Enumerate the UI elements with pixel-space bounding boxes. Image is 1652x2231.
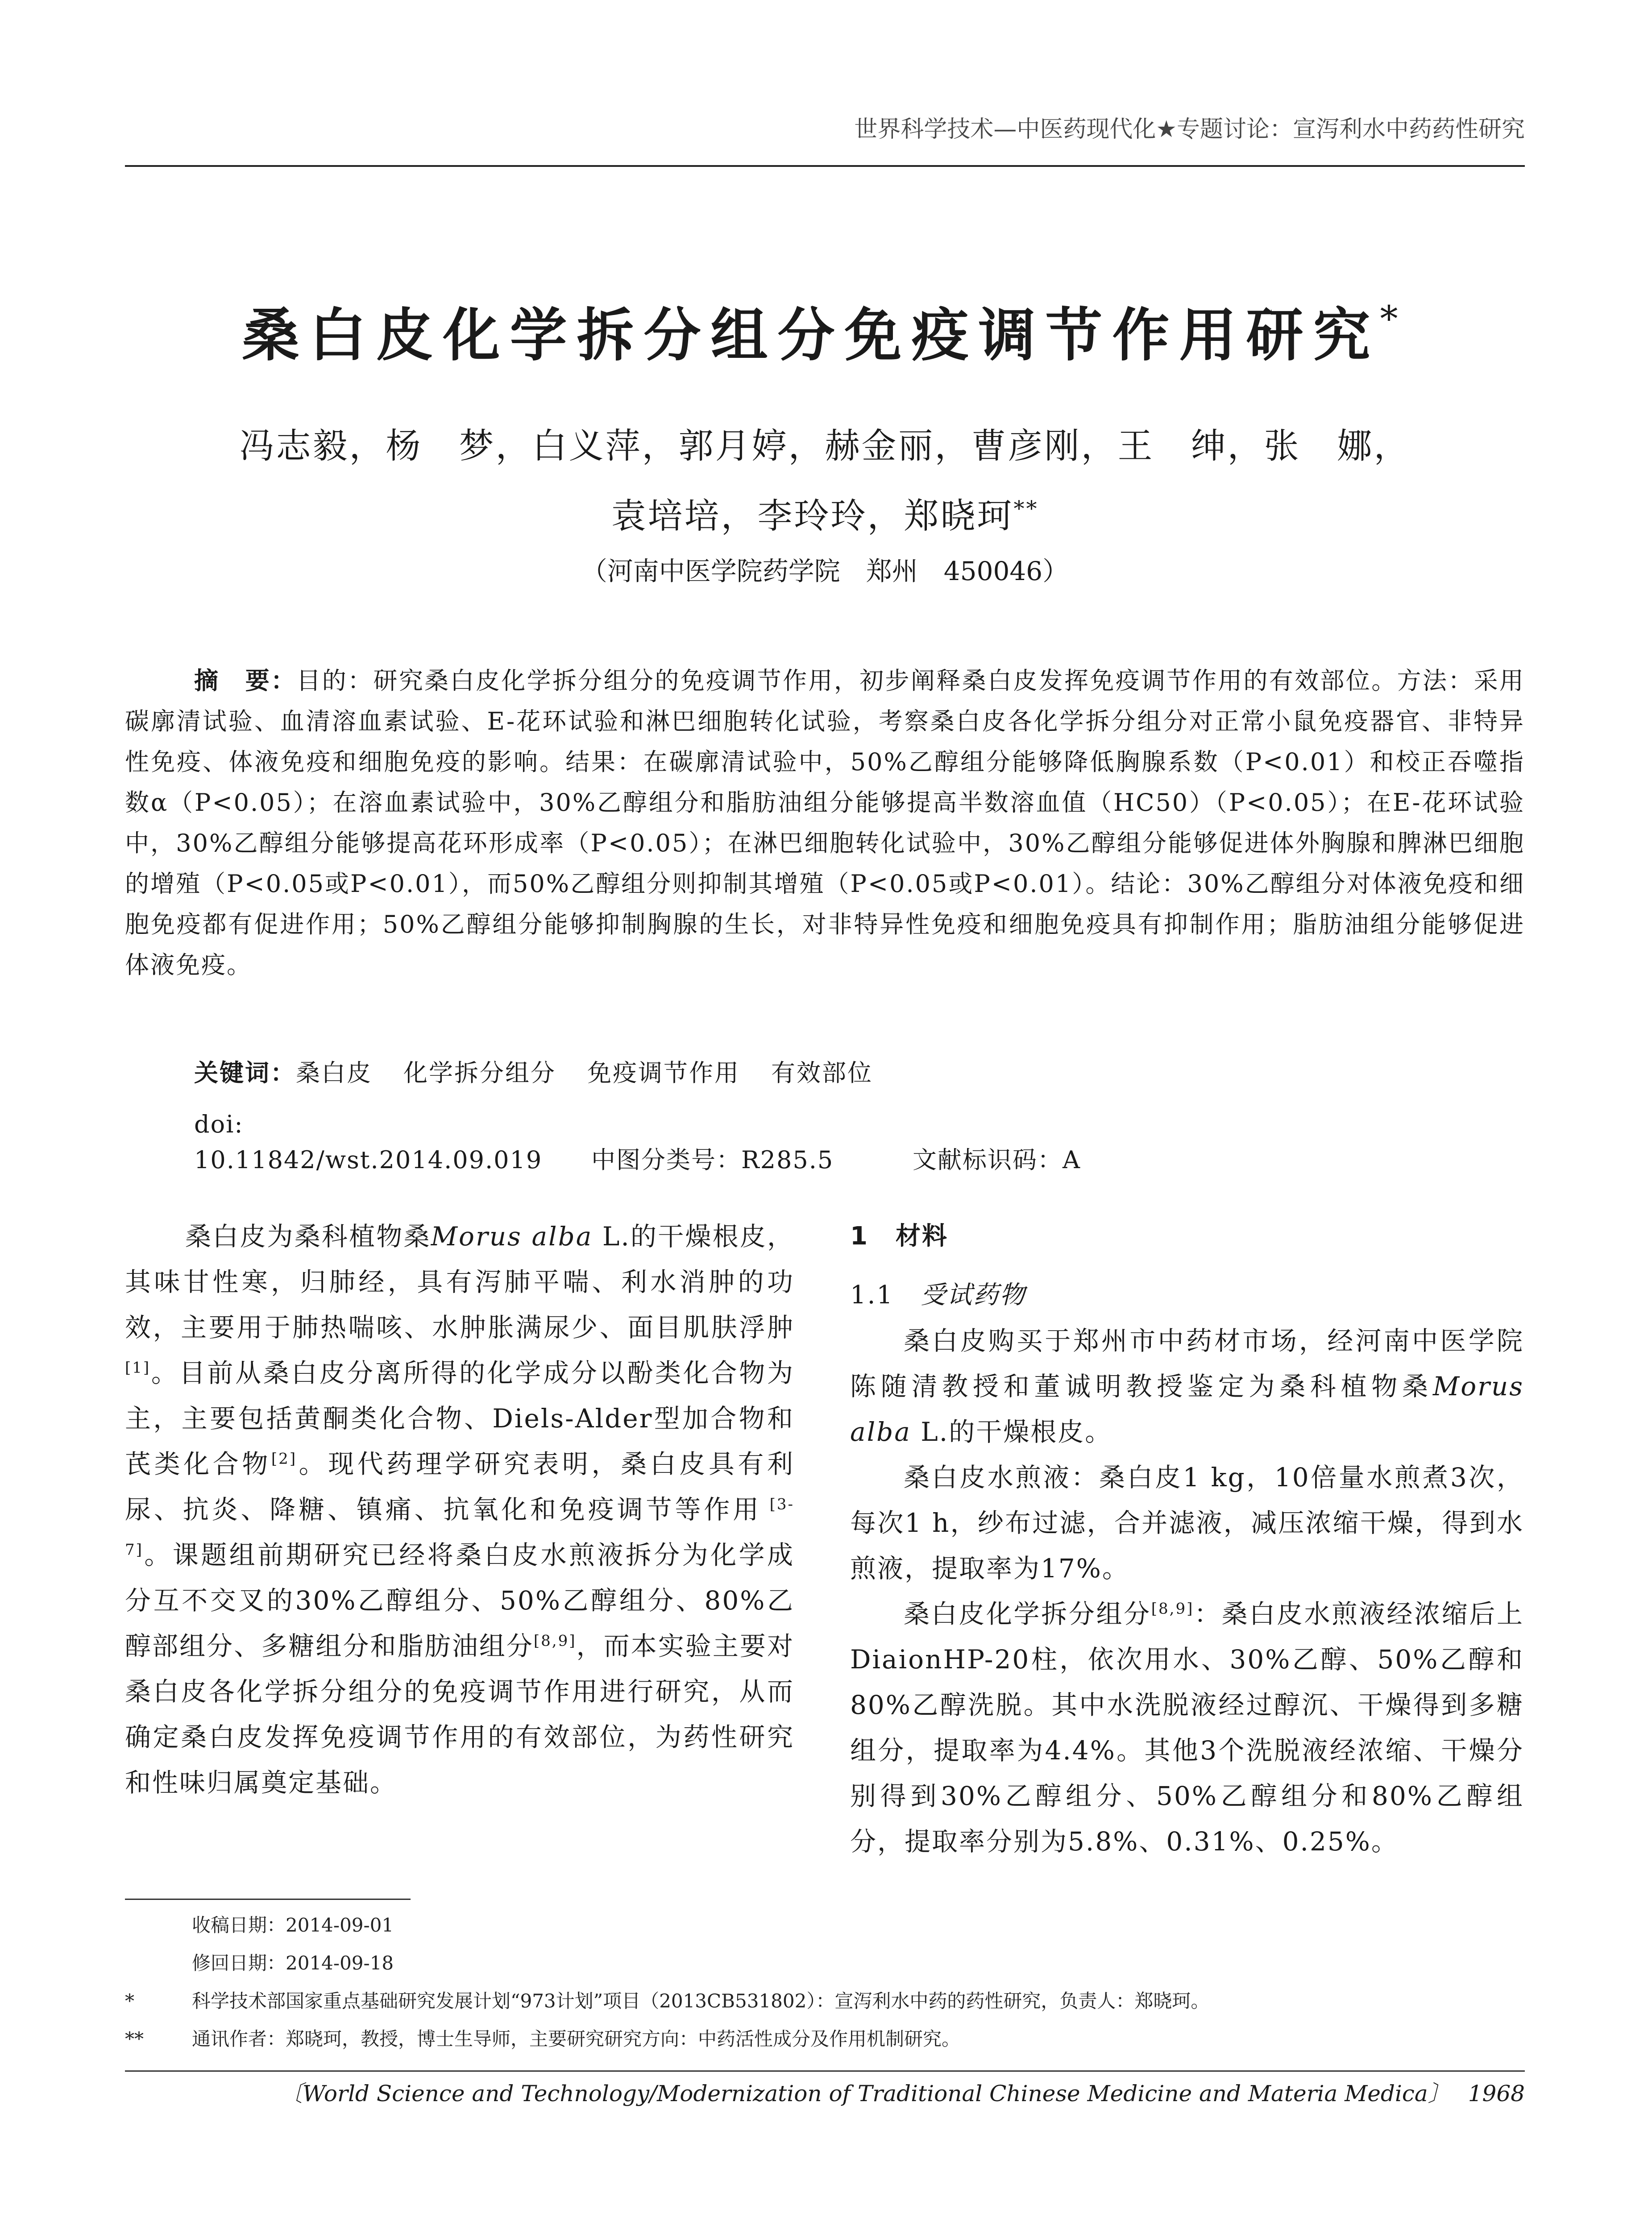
authors-line-1: 冯志毅，杨 梦，白义萍，郭月婷，赫金丽，曹彦刚，王 绅，张 娜， [239,426,1411,466]
subsection-heading [850,1273,1524,1318]
doi: doi: 10.11842/wst.2014.09.019 [194,1110,543,1174]
intro-column [125,1214,794,1805]
running-title: 世界科学技术—中医药现代化★专题讨论：宣泻利水中药药性研究 [854,116,1525,143]
clc-number: 中图分类号：R285.5 [591,1146,834,1174]
citation: [3-7] [125,1495,794,1559]
intro-text: 。课题组前期研究已经将桑白皮水煎液拆分为化学成分互不交叉的30%乙醇组分、50%乙醇组分、80%乙醇部组分、多糖组分和脂肪油组分 [125,1540,794,1661]
materials-paragraph: 桑白皮水煎液：桑白皮1 kg，10倍量水煎煮3次，每次1 h，纱布过滤，合并滤液，减压浓缩干燥，得到水煎液，提取率为17%。 [850,1462,1524,1584]
keywords-label: 关键词： [194,1059,296,1087]
footnote-corresponding [125,2026,1525,2053]
corresponding-footnote-mark: ** [125,2028,144,2050]
citation: [8,9] [1151,1600,1194,1618]
running-header [125,116,1525,167]
author-list [125,415,1525,547]
affiliation: （河南中医学院药学院 郑州 450046） [581,556,1069,586]
citation: [8,9] [533,1632,577,1650]
intro-text: L.的干燥根皮，其味甘性寒，归肺经，具有泻肺平喘、利水消肿的功效，主要用于肺热喘咳、水肿胀满尿少、面目肌肤浮肿 [125,1221,794,1343]
intro-text: 。现代药理学研究表明，桑白皮具有利尿、抗炎、降糖、镇痛、抗氧化和免疫调节等作用 [125,1449,794,1525]
keyword-item: 化学拆分组分 [403,1059,556,1087]
materials-text: ：桑白皮水煎液经浓缩后上DiaionHP-20柱，依次用水、30%乙醇、50%乙醇和80%乙醇洗脱。其中水洗脱液经过醇沉、干燥得到多糖组分，提取率为4.4%。其他3个洗脱液经浓缩、干燥分别得到30%乙醇组分、50%乙醇组分和80%乙醇组分，提取率分别为5.8%、0.31%、0.25%。 [850,1599,1524,1857]
keyword-item: 免疫调节作用 [587,1059,740,1087]
materials-text: L.的干燥根皮。 [911,1417,1112,1447]
article-meta [194,1107,1525,1178]
materials-column [850,1214,1524,1864]
subsection-number: 1.1 [850,1281,894,1310]
abstract-label: 摘 要： [194,667,297,695]
revised-date: 修回日期：2014-09-18 [192,1952,394,1974]
materials-paragraph [850,1591,1524,1864]
abstract [125,660,1525,985]
materials-paragraph [850,1318,1524,1455]
corresponding-mark: ** [1013,496,1039,521]
keyword-item: 桑白皮 [296,1059,372,1087]
page-number: 1968 [1468,2081,1525,2107]
authors-line-2-names: 袁培培，李玲玲，郑晓珂 [611,496,1014,536]
authors-line-2 [125,477,1525,547]
materials-text: 桑白皮化学拆分组分 [904,1599,1151,1629]
received-date: 收稿日期：2014-09-01 [192,1914,394,1936]
footnote-divider [125,1899,411,1900]
subsection-title: 受试药物 [921,1281,1026,1310]
abstract-text: 目的：研究桑白皮化学拆分组分的免疫调节作用，初步阐释桑白皮发挥免疫调节作用的有效部位。方法：采用碳廓清试验、血清溶血素试验、E-花环试验和淋巴细胞转化试验，考察桑白皮各化学拆分组分对正常小鼠免疫器官、非特异性免疫、体液免疫和细胞免疫的影响。结果：在碳廓清试验中，50%乙醇组分能够降低胸腺系数（P<0.01）和校正吞噬指数α（P<0.05）；在溶血素试验中，30%乙醇组分和脂肪油组分能够提高半数溶血值（HC50）（P<0.05）；在E-花环试验中，30%乙醇组分能够提高花环形成率（P<0.05）；在淋巴细胞转化试验中，30%乙醇组分能够促进体外胸腺和脾淋巴细胞的增殖（P<0.05或P<0.01），而50%乙醇组分则抑制其增殖（P<0.05或P<0.01）。结论：30%乙醇组分对体液免疫和细胞免疫都有促进作用；50%乙醇组分能够抑制胸腺的生长，对非特异性免疫和细胞免疫具有抑制作用；脂肪油组分能够促进体液免疫。 [125,667,1525,979]
section-number: 1 [850,1222,869,1251]
intro-text: ，而本实验主要对桑白皮各化学拆分组分的免疫调节作用进行研究，从而确定桑白皮发挥免疫调节作用的有效部位，为药性研究和性味归属奠定基础。 [125,1631,794,1798]
footnote-received [125,1912,1525,1939]
paper-title [125,286,1525,373]
journal-name: 〔World Science and Technology/Modernization of Traditional Chinese Medicine and Materia Medica〕 [280,2081,1450,2107]
footnote-funding [125,1988,1525,2015]
intro-text: 。目前从桑白皮分离所得的化学成分以酚类化合物为主，主要包括黄酮类化合物、Diels-Alder型加合物和芪类化合物 [125,1358,794,1479]
materials-text: 桑白皮购买于郑州市中药材市场，经河南中医学院陈随清教授和董诚明教授鉴定为桑科植物桑 [850,1326,1524,1402]
intro-text: 桑白皮为桑科植物桑 [185,1221,431,1252]
funding-text: 科学技术部国家重点基础研究发展计划“973计划”项目（2013CB531802）：宣泻利水中药的药性研究，负责人：郑晓珂。 [192,1990,1210,2012]
title-footnote-mark: * [1380,298,1408,340]
keyword-item: 有效部位 [771,1059,873,1087]
funding-mark: * [125,1990,134,2012]
species-name: Morus alba [850,1371,1524,1447]
species-name: Morus alba [431,1221,593,1252]
document-code: 文献标识码：A [913,1146,1081,1174]
keywords [194,1055,1525,1091]
footnote-revised [125,1950,1525,1977]
corresponding-text: 通讯作者：郑晓珂，教授，博士生导师，主要研究研究方向：中药活性成分及作用机制研究。 [192,2028,961,2050]
intro-paragraph [125,1214,794,1805]
page-footer [125,2070,1525,2114]
section-heading [850,1214,1524,1259]
citation: [1] [125,1359,151,1377]
title-text: 桑白皮化学拆分组分免疫调节作用研究 [242,302,1380,369]
section-title: 材料 [895,1222,948,1251]
citation: [2] [271,1450,297,1468]
